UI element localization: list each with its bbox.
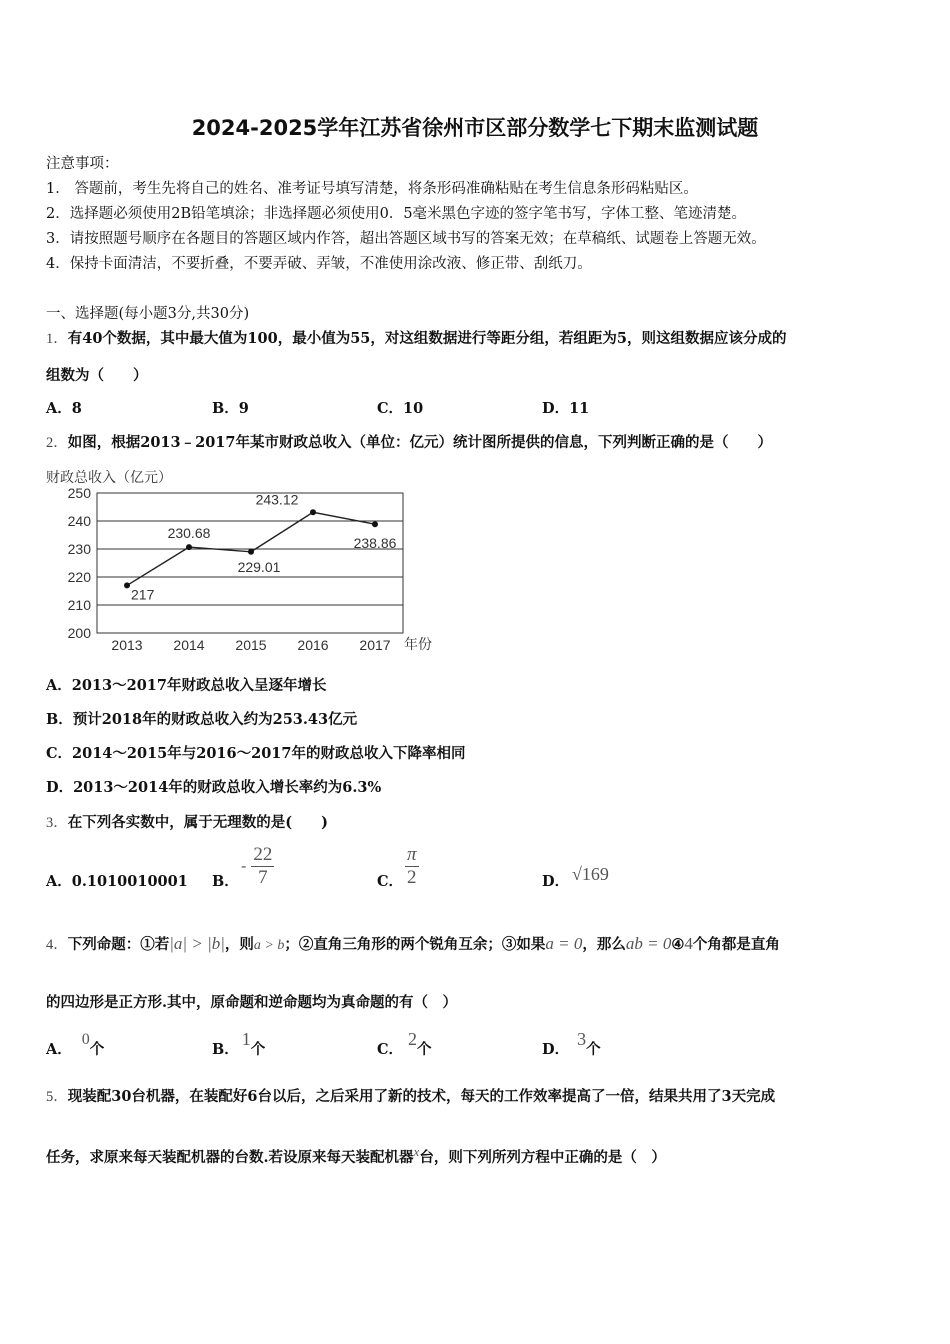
question-text: ，则 — [224, 936, 254, 953]
option-value: 0.1010010001 — [71, 873, 188, 890]
question-text: 在下列各实数中，属于无理数的是( ) — [67, 814, 328, 831]
y-tick-label: 220 — [67, 569, 91, 585]
option-c-label[interactable]: C． — [377, 873, 404, 890]
y-tick-label: 230 — [67, 541, 91, 557]
question-text: 任务，求原来每天装配机器的台数.若设原来每天装配机器 — [46, 1149, 414, 1166]
option-b[interactable] — [212, 1029, 266, 1059]
option-b[interactable]: B．9 — [212, 400, 249, 417]
fraction — [251, 844, 274, 889]
y-tick-label: 200 — [67, 625, 91, 641]
notice-item: 1． 答题前，考生先将自己的姓名、准考证号填写清楚，将条形码准确粘贴在考生信息条形码粘贴区。 — [46, 181, 698, 197]
data-point — [124, 582, 130, 588]
option-unit: 个 — [586, 1041, 601, 1058]
question-number: 5． — [46, 1089, 68, 1105]
question-4-line2: 的四边形是正方形.其中，原命题和逆命题均为真命题的有（ ） — [46, 994, 458, 1011]
math-equation: a = 0 — [545, 934, 583, 953]
question-5-line2 — [46, 1146, 666, 1167]
numerator: 22 — [253, 844, 273, 865]
option-c[interactable] — [377, 1029, 432, 1059]
y-tick-label: 250 — [67, 485, 91, 501]
x-tick-label: 2013 — [111, 637, 143, 653]
x-tick-label: 2016 — [297, 637, 329, 653]
option-d-sqrt: √169 — [572, 864, 609, 884]
question-2 — [46, 431, 772, 452]
section-heading: 一、选择题(每小题3分,共30分) — [46, 306, 250, 322]
data-label: 243.12 — [255, 491, 299, 508]
option-a[interactable]: A．2013～2017年财政总收入呈逐年增长 — [46, 677, 327, 694]
line-chart-svg — [46, 464, 439, 657]
option-c[interactable]: C．10 — [377, 400, 424, 417]
option-number: 3 — [577, 1029, 587, 1049]
option-number: 1 — [241, 1029, 251, 1049]
math-number: 4 — [684, 934, 693, 953]
x-tick-label: 2014 — [173, 637, 205, 653]
y-tick-label: 210 — [67, 597, 91, 613]
page-title: 2024-2025学年江苏省徐州市区部分数学七下期末监测试题 — [191, 116, 759, 140]
question-3 — [46, 811, 328, 832]
option-number: 2 — [408, 1029, 418, 1049]
question-text: 下列命题：①若 — [67, 936, 170, 953]
y-tick-label: 240 — [67, 513, 91, 529]
option-b-fraction — [241, 844, 274, 889]
question-text: 如图，根据2013﹣2017年某市财政总收入（单位：亿元）统计图所提供的信息，下列判断正确的是（ ） — [67, 434, 772, 451]
data-point — [372, 521, 378, 527]
fraction — [405, 844, 419, 889]
chart-title: 财政总收入（亿元） — [46, 469, 172, 485]
option-d[interactable]: D．11 — [542, 400, 590, 417]
option-label: A． — [46, 873, 72, 890]
question-text: ④ — [671, 936, 685, 953]
denominator: 7 — [258, 867, 268, 888]
math-abs-compare: |a| > |b| — [169, 934, 225, 953]
question-1-line2: 组数为（ ） — [46, 367, 148, 384]
option-a[interactable] — [46, 1031, 105, 1059]
question-text: 台，则下列所列方程中正确的是（ ） — [419, 1149, 666, 1166]
question-number: 2． — [46, 435, 68, 451]
question-text: 有40个数据，其中最大值为100，最小值为55，对这组数据进行等距分组，若组距为5，则这组数据应该分成的 — [67, 330, 787, 347]
option-unit: 个 — [89, 1041, 105, 1058]
question-text: ；②直角三角形的两个锐角互余；③如果 — [284, 936, 546, 953]
x-axis-label: 年份 — [404, 636, 432, 652]
question-1 — [46, 327, 786, 348]
revenue-chart — [46, 464, 439, 657]
question-number: 3． — [46, 815, 68, 831]
option-c-fraction — [405, 844, 419, 889]
question-number: 1． — [46, 331, 68, 347]
notice-item: 2．选择题必须使用2B铅笔填涂；非选择题必须使用0．5毫米黑色字迹的签字笔书写，字体工整、笔迹清楚。 — [46, 206, 747, 222]
minus-sign: - — [241, 857, 247, 875]
option-unit: 个 — [250, 1041, 266, 1058]
option-a[interactable] — [46, 870, 188, 891]
math-equation: ab = 0 — [625, 934, 672, 953]
data-label: 230.68 — [167, 525, 211, 542]
option-unit: 个 — [417, 1041, 432, 1058]
option-d-label[interactable]: D． — [542, 873, 570, 890]
data-point — [310, 509, 316, 515]
notice-heading: 注意事项： — [46, 156, 119, 172]
data-label: 217 — [131, 586, 155, 603]
data-point — [186, 544, 192, 550]
option-b[interactable]: B．预计2018年的财政总收入约为253.43亿元 — [46, 711, 358, 728]
option-d[interactable] — [542, 1029, 601, 1059]
x-tick-label: 2015 — [235, 637, 267, 653]
data-point — [248, 549, 254, 555]
notice-item: 4．保持卡面清洁，不要折叠，不要弄破、弄皱，不准使用涂改液、修正带、刮纸刀。 — [46, 256, 592, 272]
option-d[interactable]: D．2013～2014年的财政总收入增长率约为6.3% — [46, 779, 382, 796]
numerator: π — [407, 844, 417, 865]
question-text: 个角都是直角 — [692, 936, 780, 953]
option-b-label[interactable]: B． — [212, 873, 239, 890]
data-label: 229.01 — [237, 558, 281, 575]
option-label: B． — [212, 1041, 239, 1058]
denominator: 2 — [407, 867, 417, 888]
data-label: 238.86 — [353, 535, 397, 552]
option-label: D． — [542, 1041, 570, 1058]
question-text: ，那么 — [582, 936, 626, 953]
question-text: 现装配30台机器，在装配好6台以后，之后采用了新的技术，每天的工作效率提高了一倍，结果共用了3天完成 — [67, 1088, 776, 1105]
question-4 — [46, 933, 780, 954]
notice-item: 3．请按照题号顺序在各题目的答题区域内作答，超出答题区域书写的答案无效；在草稿纸、试题卷上答题无效。 — [46, 231, 766, 247]
option-label: A． — [46, 1041, 72, 1058]
option-label: C． — [377, 1041, 404, 1058]
math-compare: a > b — [253, 938, 285, 953]
x-tick-label: 2017 — [359, 637, 391, 653]
question-number: 4． — [46, 937, 68, 953]
question-5 — [46, 1085, 775, 1106]
option-c[interactable]: C．2014～2015年与2016～2017年的财政总收入下降率相同 — [46, 745, 466, 762]
option-a[interactable]: A．8 — [46, 400, 82, 417]
math-variable: x — [413, 1144, 420, 1159]
option-number: 0 — [81, 1031, 90, 1048]
